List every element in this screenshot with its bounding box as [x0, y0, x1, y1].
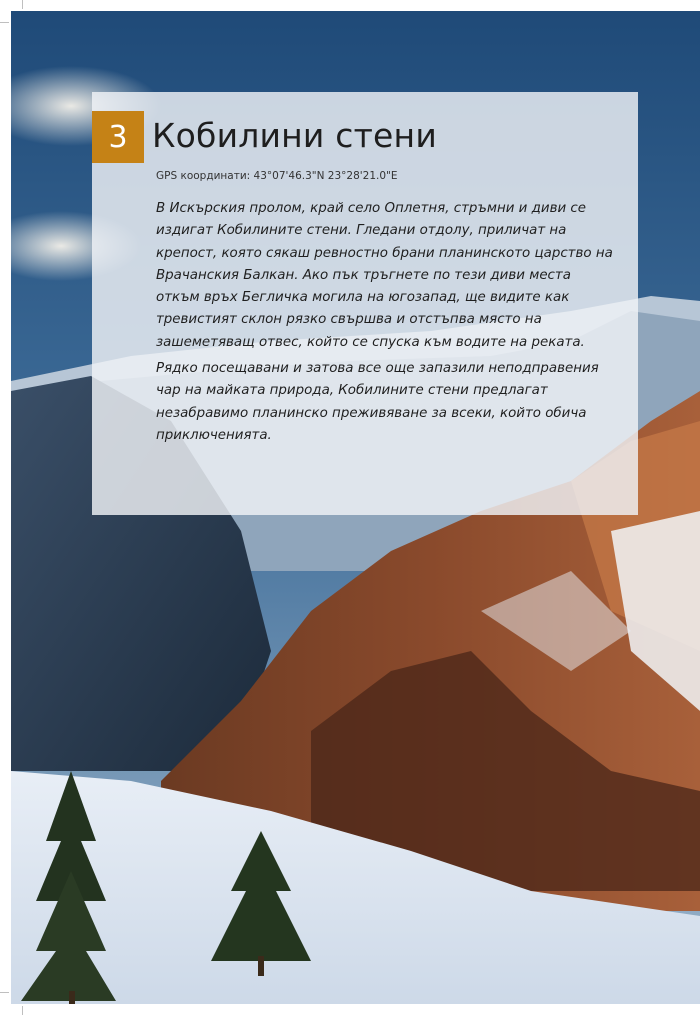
crop-mark-bottom-left	[0, 992, 9, 993]
crop-mark-top	[22, 0, 23, 9]
page-title: Кобилини стени	[152, 116, 437, 155]
article-body	[156, 198, 616, 451]
section-number-badge	[92, 111, 144, 163]
info-panel	[92, 92, 638, 515]
crop-mark-bottom	[22, 1006, 23, 1015]
crop-mark-left	[0, 22, 9, 23]
paragraph: В Искърския пролом, край село Оплетня, стръмни и диви се издигат Кобилините стени. Гледани отдолу, приличат на крепост, която сякаш ревностно брани планинското царство на Врачанския Балкан. Ако пък тръгнете по тези диви места откъм връх Бегличка могила на югозапад, ще видите как тревистият склон рязко свършва и отстъпва място на зашеметяващ отвес, който се спуска към водите на реката.	[156, 201, 613, 350]
section-number: 3	[108, 119, 128, 155]
paragraph: Рядко посещавани и затова все още запазили неподправения чар на майката природа, Кобилините стени предлагат незабравимо планинско преживяване за всеки, който обича приключенията.	[156, 361, 599, 443]
gps-coordinates: GPS координати: 43°07'46.3"N 23°28'21.0"E	[156, 170, 398, 182]
